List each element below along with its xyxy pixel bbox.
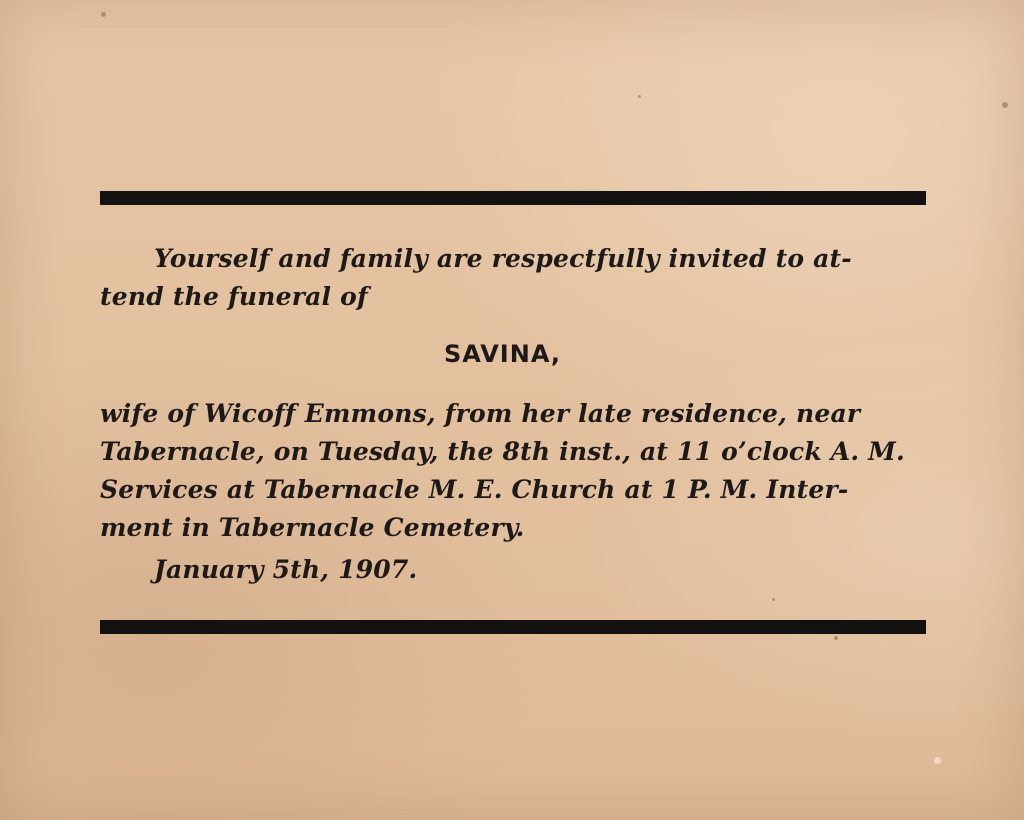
paper-speck — [834, 636, 838, 640]
invitation-line-2: tend the funeral of — [100, 282, 368, 311]
paper-speck — [101, 12, 106, 17]
bottom-black-rule — [100, 620, 926, 634]
deceased-name: SAVINA, — [444, 340, 561, 368]
invitation-line-1: Yourself and family are respectfully invited to at- — [154, 244, 852, 273]
date-line: January 5th, 1907. — [154, 555, 418, 584]
paper-speck — [772, 598, 775, 601]
paper-speck — [1002, 102, 1008, 108]
paper-speck — [638, 95, 641, 98]
details-line-1: wife of Wicoff Emmons, from her late residence, near — [100, 399, 861, 428]
details-line-3: Services at Tabernacle M. E. Church at 1 P. M. Inter- — [100, 475, 849, 504]
top-black-rule — [100, 191, 926, 205]
details-line-2: Tabernacle, on Tuesday, the 8th inst., at 11 o’clock A. M. — [100, 437, 905, 466]
paper-speck — [934, 757, 941, 764]
details-line-4: ment in Tabernacle Cemetery. — [100, 513, 525, 542]
